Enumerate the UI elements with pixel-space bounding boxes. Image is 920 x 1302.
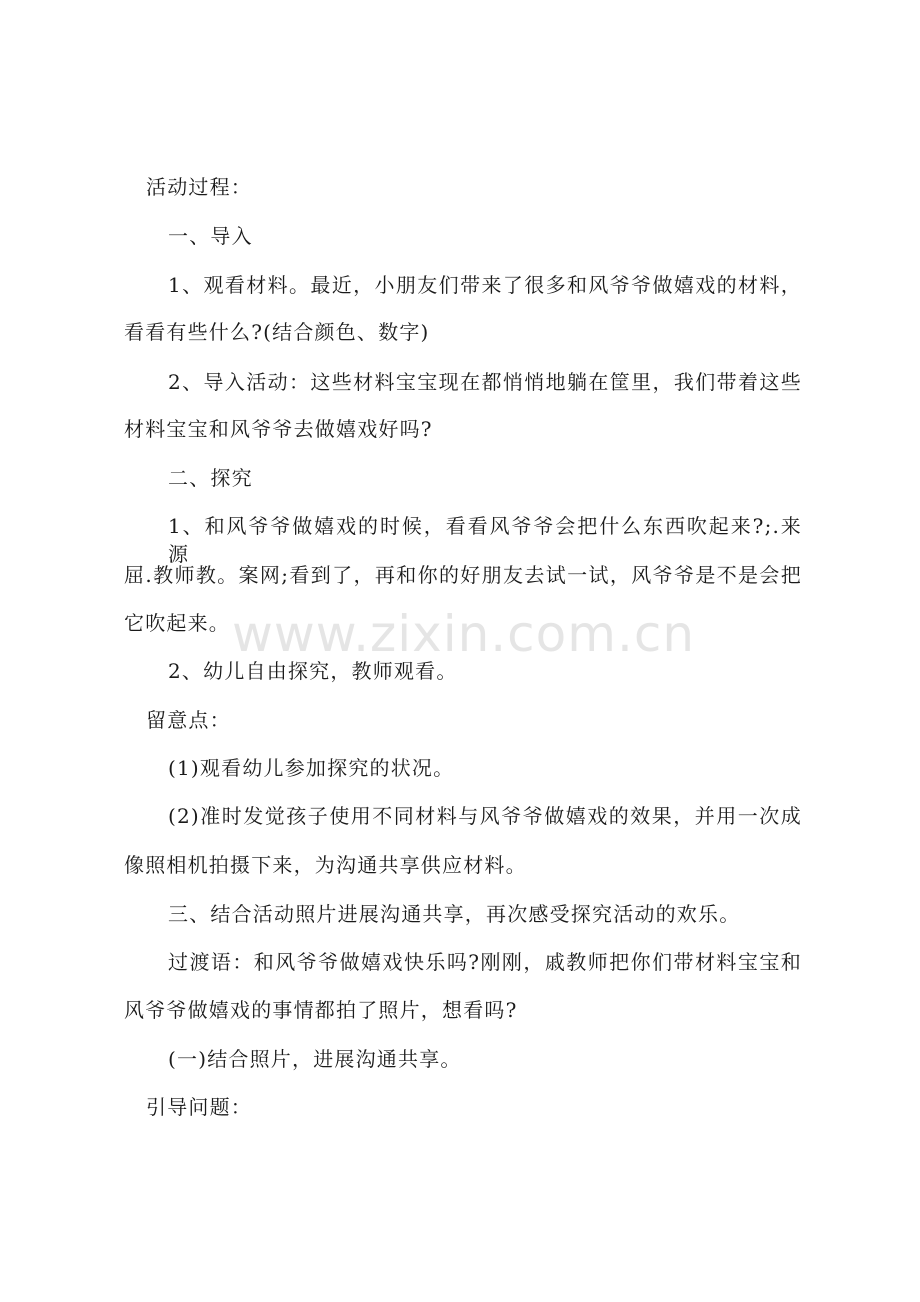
paragraph-line: 1、和风爷爷做嬉戏的时候，看看风爷爷会把什么东西吹起来?;.来源 [168, 514, 802, 566]
paragraph-line: 2、幼儿自由探究，教师观看。 [168, 659, 458, 683]
subheading-attention-points: 留意点： [146, 708, 231, 732]
paragraph-line: (1)观看幼儿参加探究的状况。 [168, 756, 455, 780]
subheading-share-photos: 三、结合活动照片进展沟通共享，再次感受探究活动的欢乐。 [168, 902, 741, 926]
paragraph-line: 它吹起来。 [124, 611, 230, 635]
paragraph-line: 像照相机拍摄下来，为沟通共享供应材料。 [124, 853, 527, 877]
paragraph-line: 屈.教师教。案网;看到了，再和你的好朋友去试一试，风爷爷是不是会把 [124, 563, 802, 587]
paragraph-line: 过渡语：和风爷爷做嬉戏快乐吗?刚刚，戚教师把你们带材料宝宝和 [168, 950, 802, 974]
subheading-guiding-questions: 引导问题： [146, 1095, 252, 1119]
section-heading-activity-process: 活动过程： [146, 175, 252, 199]
paragraph-line: (2)准时发觉孩子使用不同材料与风爷爷做嬉戏的效果，并用一次成 [168, 804, 802, 828]
subheading-introduction: 一、导入 [168, 224, 253, 248]
paragraph-line: 看看有些什么?(结合颜色、数字) [124, 320, 430, 344]
paragraph-line: 材料宝宝和风爷爷去做嬉戏好吗? [124, 417, 433, 441]
paragraph-line: 1、观看材料。最近，小朋友们带来了很多和风爷爷做嬉戏的材料， [168, 273, 802, 297]
paragraph-line: 风爷爷做嬉戏的事情都拍了照片，想看吗? [124, 998, 518, 1022]
subheading-exploration: 二、探究 [168, 466, 253, 490]
paragraph-line: (一)结合照片，进展沟通共享。 [168, 1047, 462, 1071]
watermark-text: www.zixin.com.cn [232, 605, 696, 663]
paragraph-line: 2、导入活动：这些材料宝宝现在都悄悄地躺在筐里，我们带着这些 [168, 370, 802, 394]
